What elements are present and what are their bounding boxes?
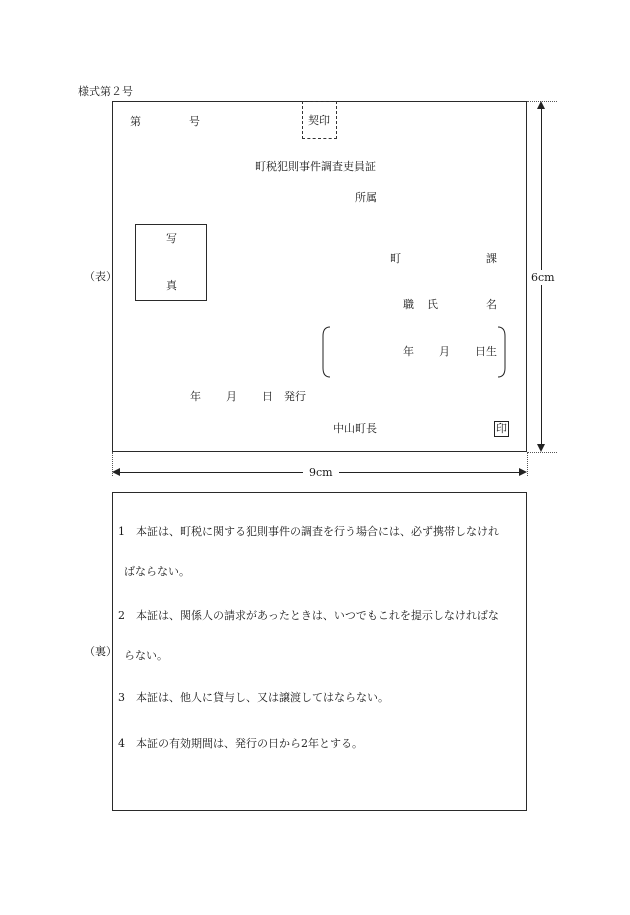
item-text-line1: 本証は、他人に貸与し、又は譲渡してはならない。 [136, 691, 389, 704]
item-text-line2: ばならない。 [124, 565, 190, 578]
photo-label-1: 写 [166, 232, 177, 245]
height-ext-bottom [527, 452, 557, 453]
photo-label-2: 真 [166, 279, 177, 292]
number-dai: 第 [130, 115, 141, 128]
width-arrow-right [519, 468, 527, 476]
height-arrow-top [537, 101, 545, 109]
issuer-name: 中山町長 [333, 422, 377, 435]
number-go: 号 [189, 115, 200, 128]
front-side-label: （表） [84, 270, 117, 283]
surname-label: 氏 [427, 298, 438, 311]
birth-day: 日生 [475, 345, 497, 358]
position-label: 職 [403, 298, 414, 311]
stamp-box: 印 [496, 422, 507, 435]
width-ext-right [527, 452, 528, 476]
height-arrow-bottom [537, 444, 545, 452]
item-text-line1: 本証は、町税に関する犯則事件の調査を行う場合には、必ず携帯しなけれ [136, 525, 499, 538]
issue-year: 年 [190, 390, 201, 403]
seal-mark: 契印 [308, 114, 330, 127]
section-label: 課 [486, 252, 497, 265]
height-label: 6cm [531, 271, 555, 284]
item-text-line1: 本証は、関係人の請求があったときは、いつでもこれを提示しなければな [136, 609, 499, 622]
birth-year: 年 [403, 345, 414, 358]
back-side-label: （裏） [84, 645, 117, 658]
item-number: 2 [118, 609, 125, 622]
affiliation-label: 所属 [355, 191, 377, 204]
left-bracket [320, 326, 332, 378]
item-number: 4 [118, 737, 125, 750]
item-number: 1 [118, 525, 125, 538]
width-arrow-left [112, 468, 120, 476]
name-label: 名 [486, 298, 497, 311]
width-label: 9cm [303, 467, 339, 478]
issue-label: 発行 [284, 390, 306, 403]
form-title: 様式第２号 [78, 85, 133, 98]
right-bracket [496, 326, 508, 378]
birth-month: 月 [439, 345, 450, 358]
town-label: 町 [390, 252, 401, 265]
back-card [112, 492, 527, 811]
item-text-line1: 本証の有効期間は、発行の日から2年とする。 [136, 737, 363, 750]
item-text-line2: らない。 [124, 649, 168, 662]
issue-day: 日 [262, 390, 273, 403]
card-title: 町税犯則事件調査吏員証 [255, 160, 376, 173]
issue-month: 月 [226, 390, 237, 403]
item-number: 3 [118, 691, 125, 704]
